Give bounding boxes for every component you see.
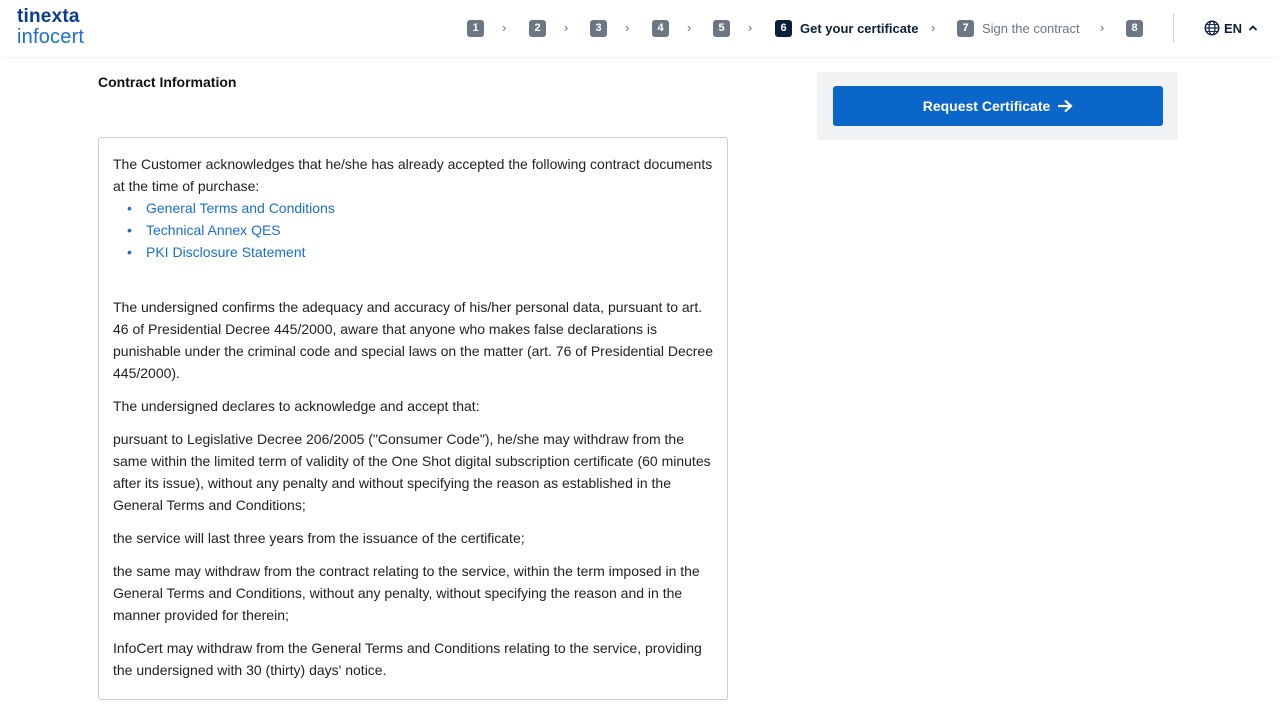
button-label: Request Certificate (922, 98, 1051, 114)
arrow-right-icon (1057, 99, 1073, 113)
logo-line-2: infocert (17, 26, 85, 48)
step-8 (1126, 19, 1143, 37)
paragraph-infocert-notice: InfoCert may withdraw from the General Terms and Conditions relating to the service, providing the undersigned with 30 (thirty) days' notice. (113, 640, 702, 678)
contract-documents-list (127, 197, 713, 263)
intro-text: The Customer acknowledges that he/she has already accepted the following contract documents at the time of purchase: (113, 156, 713, 194)
step-number: 1 (467, 20, 484, 37)
chevron-right-icon: › (687, 20, 692, 35)
link-pki-disclosure[interactable]: PKI Disclosure Statement (146, 244, 306, 260)
step-number: 6 (775, 20, 792, 37)
chevron-up-icon (1248, 24, 1258, 32)
language-code: EN (1224, 20, 1243, 36)
step-3 (590, 19, 607, 37)
header-divider (1173, 13, 1174, 43)
step-number: 3 (590, 20, 607, 37)
step-label: Get your certificate (800, 20, 919, 36)
top-header (0, 0, 1280, 57)
request-certificate-button[interactable] (833, 86, 1163, 126)
page-title: Contract Information (98, 74, 237, 90)
paragraph-declaration: The undersigned declares to acknowledge and accept that: (113, 398, 480, 414)
step-5 (713, 19, 730, 37)
step-2 (529, 19, 546, 37)
step-number: 5 (713, 20, 730, 37)
step-7 (957, 19, 1080, 37)
step-number: 7 (957, 20, 974, 37)
contract-text-panel[interactable] (98, 137, 728, 700)
paragraph-contract-withdrawal: the same may withdraw from the contract relating to the service, within the term imposed in the General Terms and Conditions, without any penalty, without specifying the reason and in the manner provided for therein; (113, 563, 700, 623)
chevron-right-icon: › (931, 20, 936, 35)
paragraph-duration: the service will last three years from the issuance of the certificate; (113, 530, 525, 546)
progress-stepper (0, 19, 1170, 39)
chevron-right-icon: › (564, 20, 569, 35)
language-selector[interactable] (1204, 19, 1262, 37)
chevron-right-icon: › (1100, 20, 1105, 35)
paragraph-withdrawal: pursuant to Legislative Decree 206/2005 ("Consumer Code"), he/she may withdraw from the same within the limited term of validity of the One Shot digital subscription certificate (60 minutes after its issue), without any penalty and without specifying the reason as established in the General Terms and Conditions; (113, 431, 711, 513)
paragraph-data-accuracy: The undersigned confirms the adequacy and accuracy of his/her personal data, pursuant to art. 46 of Presidential Decree 445/2000, aware that anyone who makes false declarations is punishable under the criminal code and special laws on the matter (art. 76 of Presidential Decree 445/2000). (113, 299, 713, 381)
list-item (127, 241, 713, 263)
step-number: 8 (1126, 20, 1143, 37)
step-6-current (775, 19, 919, 37)
chevron-right-icon: › (748, 20, 753, 35)
list-item (127, 219, 713, 241)
link-technical-annex[interactable]: Technical Annex QES (146, 222, 281, 238)
chevron-right-icon: › (625, 20, 630, 35)
chevron-right-icon: › (502, 20, 507, 35)
step-label: Sign the contract (982, 20, 1080, 36)
step-4 (652, 19, 669, 37)
action-panel (817, 72, 1178, 140)
step-number: 2 (529, 20, 546, 37)
list-item (127, 197, 713, 219)
step-number: 4 (652, 20, 669, 37)
link-general-terms[interactable]: General Terms and Conditions (146, 200, 335, 216)
step-1 (467, 19, 484, 37)
logo-line-1: tinexta (17, 6, 80, 27)
globe-icon (1204, 20, 1220, 36)
